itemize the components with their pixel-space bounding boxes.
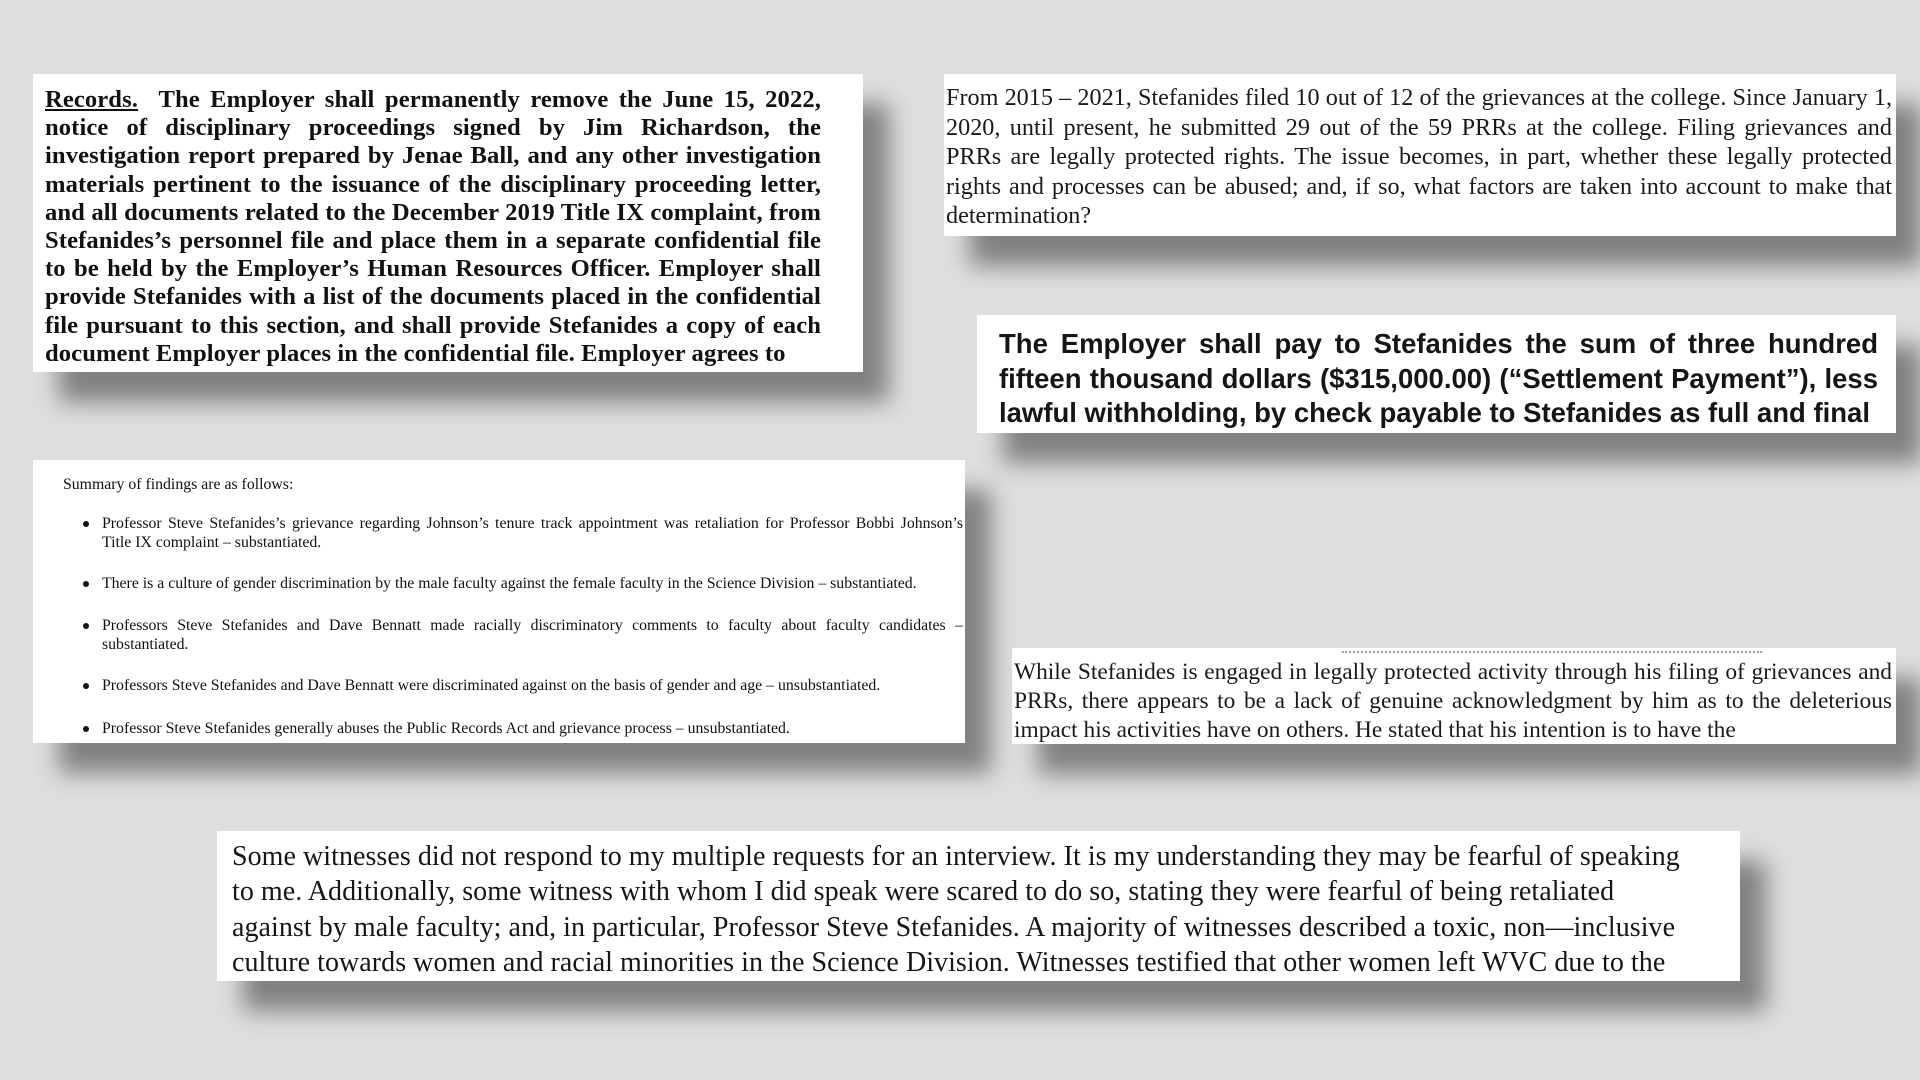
witnesses-line: against by male faculty; and, in particular, Professor Steve Stefanides. A majority of witnesses described a toxic, non—inclusive [232, 911, 1676, 943]
cut-line-residue [1342, 648, 1762, 653]
witnesses-excerpt [217, 831, 1740, 981]
records-excerpt [33, 74, 863, 372]
grievances-paragraph: From 2015 – 2021, Stefanides filed 10 out of 12 of the grievances at the college. Since January 1, 2020, until present, he submitted 29 out of the 59 PRRs at the college. Filing grievances and PRRs are legally protected rights. The issue becomes, in part, whether these legally protected rights and processes can be abused; and, if so, what factors are taken into account to make that determination? [946, 84, 1892, 230]
finding-item: There is a culture of gender discrimination by the male faculty against the female faculty in the Science Division – substantiated. [83, 574, 963, 593]
witnesses-line: Some witnesses did not respond to my multiple requests for an interview. It is my understanding they may be fearful of speaking [232, 841, 1680, 872]
finding-item: Professor Steve Stefanides generally abuses the Public Records Act and grievance process – unsubstantiated. [83, 719, 963, 738]
settlement-paragraph: The Employer shall pay to Stefanides the sum of three hundred fifteen thousand dollars ($315,000.00) (“Settlement Payment”), less lawful withholding, by check payable to Stefanides as full and final [999, 328, 1878, 428]
records-paragraph [45, 86, 821, 368]
records-heading: Records. [45, 86, 139, 113]
protected-activity-excerpt [1012, 648, 1896, 744]
finding-item: Professors Steve Stefanides and Dave Bennatt were discriminated against on the basis of gender and age – unsubstantiated. [83, 676, 963, 695]
findings-lead: Summary of findings are as follows: [63, 476, 294, 493]
records-body: The Employer shall permanently remove the June 15, 2022, notice of disciplinary proceedings signed by Jim Richardson, the investigation report prepared by Jenae Ball, and any other investigation materials pertinent to the issuance of the disciplinary proceeding letter, and all documents related to the December 2019 Title IX complaint, from Stefanides’s personnel file and place them in a separate confidential file to be held by the Employer’s Human Resources Officer. Employer shall provide Stefanides with a list of the documents placed in the confidential file pursuant to this section, and shall provide Stefanides a copy of each document Employer places in the confidential file. Employer agrees to [45, 86, 821, 367]
grievances-excerpt [944, 74, 1896, 236]
witnesses-line: culture towards women and racial minorities in the Science Division. Witnesses testified that other women left WVC due to the [232, 947, 1666, 979]
witnesses-line: to me. Additionally, some witness with whom I did speak were scared to do so, stating they were fearful of being retaliated [232, 876, 1615, 908]
protected-paragraph: While Stefanides is engaged in legally protected activity through his filing of grievances and PRRs, there appears to be a lack of genuine acknowledgment by him as to the deleterious impact his activities have on others. He stated that his intention is to have the [1014, 659, 1892, 743]
findings-list [63, 514, 963, 738]
finding-item: Professors Steve Stefanides and Dave Bennatt made racially discriminatory comments to faculty about faculty candidates – substantiated. [83, 616, 963, 654]
finding-item: Professor Steve Stefanides’s grievance regarding Johnson’s tenure track appointment was retaliation for Professor Bobbi Johnson’s Title IX complaint – substantiated. [83, 514, 963, 552]
findings-excerpt [33, 460, 965, 743]
settlement-excerpt [977, 315, 1896, 433]
